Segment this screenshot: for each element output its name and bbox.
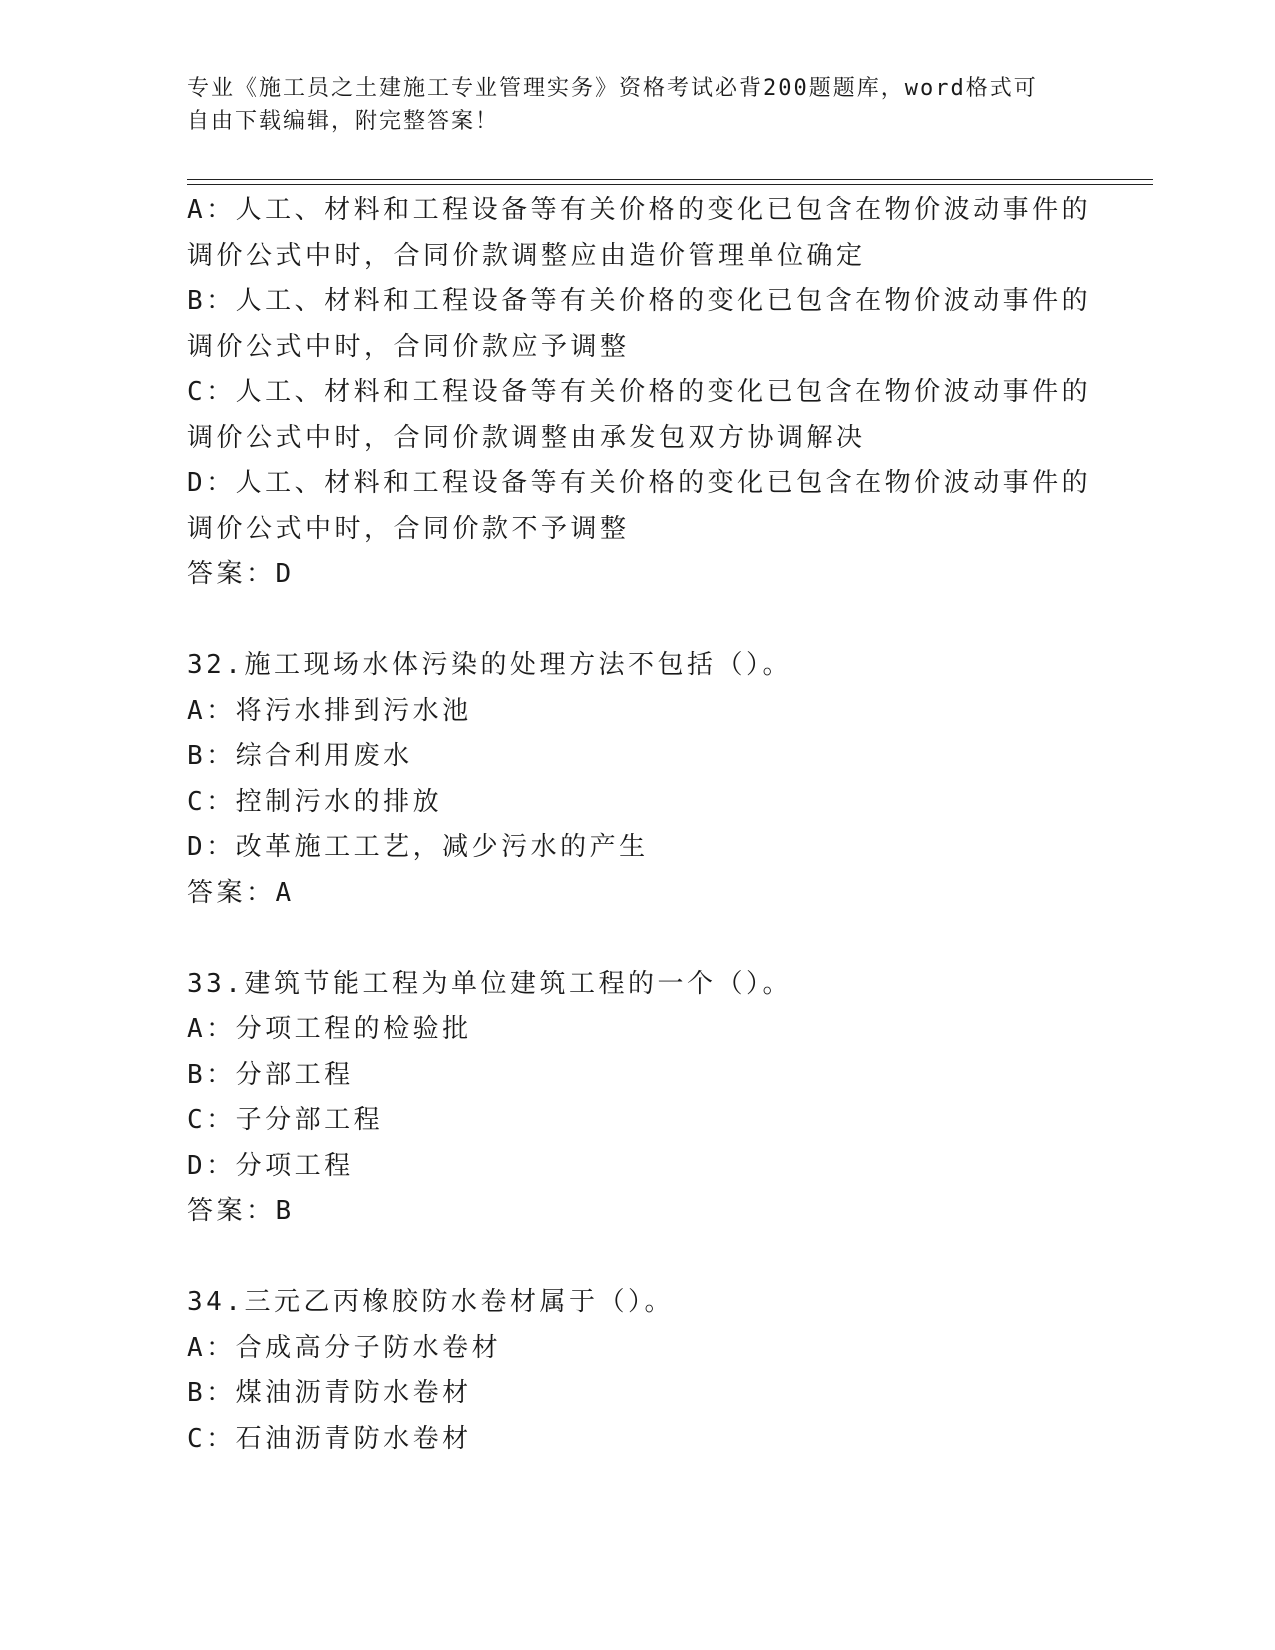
question-list bbox=[187, 188, 1147, 1462]
option-line: B：人工、材料和工程设备等有关价格的变化已包含在物价波动事件的 bbox=[187, 286, 1092, 316]
option-d: D：改革施工工艺，减少污水的产生 bbox=[187, 832, 649, 862]
header-line-2: 自由下载编辑，附完整答案！ bbox=[187, 109, 500, 134]
question-stem: 33.建筑节能工程为单位建筑工程的一个（）。 bbox=[187, 968, 792, 999]
option-line: 调价公式中时，合同价款应予调整 bbox=[187, 331, 630, 362]
option-line: A：人工、材料和工程设备等有关价格的变化已包含在物价波动事件的 bbox=[187, 195, 1092, 225]
answer-line: 答案：A bbox=[187, 877, 295, 908]
option-c: C：控制污水的排放 bbox=[187, 786, 443, 817]
option-b: B：综合利用废水 bbox=[187, 741, 413, 771]
answer-line: 答案：B bbox=[187, 1196, 295, 1226]
option-line: 调价公式中时，合同价款调整由承发包双方协调解决 bbox=[187, 422, 866, 453]
document-header bbox=[187, 72, 1087, 138]
option-a: A：合成高分子防水卷材 bbox=[187, 1332, 502, 1363]
option-b: B：煤油沥青防水卷材 bbox=[187, 1378, 472, 1408]
question-stem: 34.三元乙丙橡胶防水卷材属于（）。 bbox=[187, 1287, 674, 1317]
question-31-continued bbox=[187, 188, 1147, 598]
header-divider-top bbox=[187, 179, 1153, 180]
question-33 bbox=[187, 962, 1147, 1235]
option-line: 调价公式中时，合同价款调整应由造价管理单位确定 bbox=[187, 240, 866, 271]
question-34 bbox=[187, 1280, 1147, 1462]
option-b: B：分部工程 bbox=[187, 1059, 354, 1090]
question-stem: 32.施工现场水体污染的处理方法不包括（）。 bbox=[187, 650, 792, 680]
option-line: D：人工、材料和工程设备等有关价格的变化已包含在物价波动事件的 bbox=[187, 468, 1092, 498]
option-line: C：人工、材料和工程设备等有关价格的变化已包含在物价波动事件的 bbox=[187, 377, 1092, 407]
option-c: C：石油沥青防水卷材 bbox=[187, 1423, 472, 1454]
option-a: A：将污水排到污水池 bbox=[187, 695, 472, 726]
option-line: 调价公式中时，合同价款不予调整 bbox=[187, 513, 630, 544]
question-32 bbox=[187, 643, 1147, 916]
option-c: C：子分部工程 bbox=[187, 1105, 384, 1135]
option-d: D：分项工程 bbox=[187, 1150, 354, 1181]
answer-line: 答案：D bbox=[187, 559, 295, 589]
option-a: A：分项工程的检验批 bbox=[187, 1014, 472, 1044]
header-divider-bottom bbox=[187, 184, 1153, 185]
header-line-1: 专业《施工员之土建施工专业管理实务》资格考试必背200题题库，word格式可 bbox=[187, 76, 1038, 101]
